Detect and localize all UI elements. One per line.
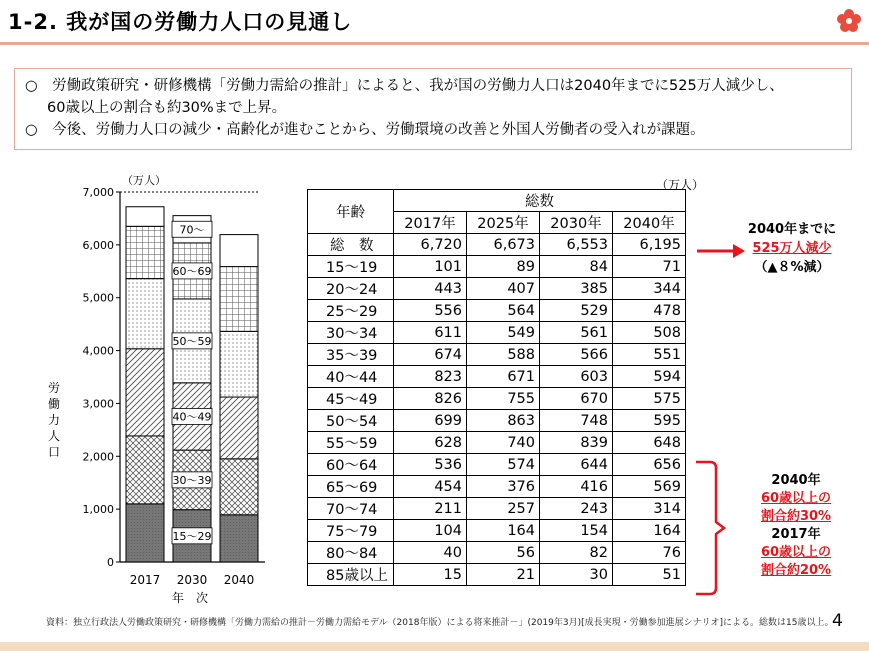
y-tick-label: 0 <box>107 556 114 569</box>
x-tick-label: 2040 <box>223 573 255 587</box>
age-cell: 30～34 <box>308 322 394 344</box>
series-label: 40～49 <box>172 410 212 424</box>
bar-segment <box>126 349 164 436</box>
value-cell: 30 <box>540 564 613 586</box>
table-row <box>308 476 686 498</box>
bar-segment <box>220 267 258 332</box>
bar-segment <box>126 226 164 278</box>
table-row <box>308 498 686 520</box>
series-label: 50～59 <box>172 334 212 348</box>
age-cell: 65～69 <box>308 476 394 498</box>
value-cell: 826 <box>394 388 467 410</box>
value-cell: 314 <box>613 498 686 520</box>
value-cell: 536 <box>394 454 467 476</box>
summary-line-2: 60歳以上の割合も約30%まで上昇。 <box>47 100 287 116</box>
age-header: 年齢 <box>308 190 394 234</box>
value-cell: 529 <box>540 300 613 322</box>
table-row <box>308 520 686 542</box>
elder-bracket <box>696 462 724 594</box>
stacked-bar-chart <box>40 170 265 610</box>
bar-segment <box>126 279 164 349</box>
age-cell: 60～64 <box>308 454 394 476</box>
value-cell: 6,195 <box>613 234 686 256</box>
age-cell: 25～29 <box>308 300 394 322</box>
value-cell: 211 <box>394 498 467 520</box>
value-cell: 6,720 <box>394 234 467 256</box>
series-label: 30～39 <box>172 473 212 487</box>
value-cell: 561 <box>540 322 613 344</box>
value-cell: 551 <box>613 344 686 366</box>
x-tick-label: 2030 <box>176 573 208 587</box>
y-tick-label: 4,000 <box>82 344 114 358</box>
value-cell: 6,673 <box>467 234 540 256</box>
page-title: 1-2. 我が国の労働力人口の見通し <box>8 10 353 34</box>
value-cell: 84 <box>540 256 613 278</box>
table-row <box>308 454 686 476</box>
table-row <box>308 366 686 388</box>
age-cell: 15～19 <box>308 256 394 278</box>
value-cell: 839 <box>540 432 613 454</box>
series-label: 15～29 <box>172 529 212 543</box>
value-cell: 644 <box>540 454 613 476</box>
value-cell: 740 <box>467 432 540 454</box>
bar-segment <box>220 331 258 397</box>
title-underline <box>0 42 869 45</box>
x-tick-label: 2017 <box>129 573 161 587</box>
value-cell: 164 <box>467 520 540 542</box>
table-row <box>308 256 686 278</box>
value-cell: 56 <box>467 542 540 564</box>
value-cell: 407 <box>467 278 540 300</box>
value-cell: 556 <box>394 300 467 322</box>
value-cell: 385 <box>540 278 613 300</box>
value-cell: 243 <box>540 498 613 520</box>
value-cell: 603 <box>540 366 613 388</box>
series-label: 70～ <box>179 223 205 237</box>
value-cell: 51 <box>613 564 686 586</box>
bar-segment <box>220 235 258 267</box>
series-label: 60～69 <box>172 264 212 278</box>
value-cell: 443 <box>394 278 467 300</box>
value-cell: 15 <box>394 564 467 586</box>
value-cell: 454 <box>394 476 467 498</box>
value-cell: 566 <box>540 344 613 366</box>
year-header: 2025年 <box>467 212 540 234</box>
value-cell: 21 <box>467 564 540 586</box>
y-tick-label: 7,000 <box>82 186 114 199</box>
value-cell: 154 <box>540 520 613 542</box>
value-cell: 564 <box>467 300 540 322</box>
flower-emblem-icon <box>836 8 862 34</box>
y-axis-label-char: 口 <box>48 445 61 459</box>
summary-box <box>14 68 852 150</box>
value-cell: 376 <box>467 476 540 498</box>
value-cell: 40 <box>394 542 467 564</box>
total-decrease-note: 2040年までに 525万人減少 （▲８%減） <box>747 222 837 275</box>
table-row <box>308 410 686 432</box>
source-note: 資料：独立行政法人労働政策研究・研修機構「労働力需給の推計－労働力需給モデル（2018年版）による将来推計－」(2019年3月)[成長実現・労働参加進展シナリオ]による。総数は15歳以上。 <box>46 618 834 628</box>
y-tick-label: 3,000 <box>82 397 114 411</box>
age-cell: 55～59 <box>308 432 394 454</box>
value-cell: 164 <box>613 520 686 542</box>
age-cell: 75～79 <box>308 520 394 542</box>
y-axis-label-char: 働 <box>48 397 61 411</box>
year-header: 2040年 <box>613 212 686 234</box>
age-cell: 20～24 <box>308 278 394 300</box>
value-cell: 823 <box>394 366 467 388</box>
bar-segment <box>220 515 258 562</box>
age-cell: 総 数 <box>308 234 394 256</box>
bar-segment <box>126 436 164 504</box>
bar-segment <box>126 504 164 562</box>
table-row <box>308 300 686 322</box>
age-cell: 70～74 <box>308 498 394 520</box>
summary-line-1: ○ 労働政策研究・研修機構「労働力需給の推計」によると、我が国の労働力人口は2040年までに525万人減少し、 <box>25 78 784 94</box>
page-number: 4 <box>832 611 843 631</box>
table-row <box>308 234 686 256</box>
labor-force-table <box>307 189 686 586</box>
value-cell: 588 <box>467 344 540 366</box>
y-tick-label: 2,000 <box>82 450 114 464</box>
table-row <box>308 542 686 564</box>
x-axis-label: 年 次 <box>171 591 209 605</box>
bar-segment <box>220 397 258 459</box>
table-row <box>308 432 686 454</box>
value-cell: 575 <box>613 388 686 410</box>
value-cell: 257 <box>467 498 540 520</box>
y-axis-label-char: 労 <box>48 381 61 395</box>
summary-line-3: ○ 今後、労働力人口の減少・高齢化が進むことから、労働環境の改善と外国人労働者の受入れが課題。 <box>25 122 705 138</box>
value-cell: 671 <box>467 366 540 388</box>
y-tick-label: 6,000 <box>82 238 114 252</box>
value-cell: 656 <box>613 454 686 476</box>
value-cell: 101 <box>394 256 467 278</box>
bar-segment <box>220 459 258 515</box>
table-row <box>308 344 686 366</box>
value-cell: 82 <box>540 542 613 564</box>
value-cell: 648 <box>613 432 686 454</box>
table-row <box>308 278 686 300</box>
y-axis-label-char: 力 <box>48 413 61 427</box>
table-row <box>308 564 686 586</box>
value-cell: 104 <box>394 520 467 542</box>
chart-unit-label: （万人） <box>122 174 166 187</box>
value-cell: 863 <box>467 410 540 432</box>
value-cell: 699 <box>394 410 467 432</box>
age-cell: 85歳以上 <box>308 564 394 586</box>
value-cell: 748 <box>540 410 613 432</box>
value-cell: 674 <box>394 344 467 366</box>
y-tick-label: 5,000 <box>82 291 114 305</box>
value-cell: 76 <box>613 542 686 564</box>
age-cell: 35～39 <box>308 344 394 366</box>
value-cell: 71 <box>613 256 686 278</box>
bottom-band <box>0 642 869 651</box>
value-cell: 344 <box>613 278 686 300</box>
age-cell: 40～44 <box>308 366 394 388</box>
age-cell: 45～49 <box>308 388 394 410</box>
year-header: 2030年 <box>540 212 613 234</box>
value-cell: 6,553 <box>540 234 613 256</box>
value-cell: 549 <box>467 322 540 344</box>
value-cell: 594 <box>613 366 686 388</box>
age-cell: 50～54 <box>308 410 394 432</box>
value-cell: 670 <box>540 388 613 410</box>
y-tick-label: 1,000 <box>82 503 114 517</box>
value-cell: 595 <box>613 410 686 432</box>
total-header: 総数 <box>394 190 686 212</box>
value-cell: 755 <box>467 388 540 410</box>
table-row <box>308 388 686 410</box>
age-cell: 80～84 <box>308 542 394 564</box>
value-cell: 628 <box>394 432 467 454</box>
value-cell: 416 <box>540 476 613 498</box>
value-cell: 478 <box>613 300 686 322</box>
value-cell: 611 <box>394 322 467 344</box>
table-row <box>308 322 686 344</box>
table-unit-label: （万人） <box>656 178 705 192</box>
value-cell: 508 <box>613 322 686 344</box>
bar-segment <box>126 207 164 227</box>
value-cell: 574 <box>467 454 540 476</box>
value-cell: 89 <box>467 256 540 278</box>
value-cell: 569 <box>613 476 686 498</box>
year-header: 2017年 <box>394 212 467 234</box>
elderly-share-note: 2040年 60歳以上の 割合約30% 2017年 60歳以上の 割合約20% <box>760 473 832 578</box>
y-axis-label-char: 人 <box>48 429 61 443</box>
